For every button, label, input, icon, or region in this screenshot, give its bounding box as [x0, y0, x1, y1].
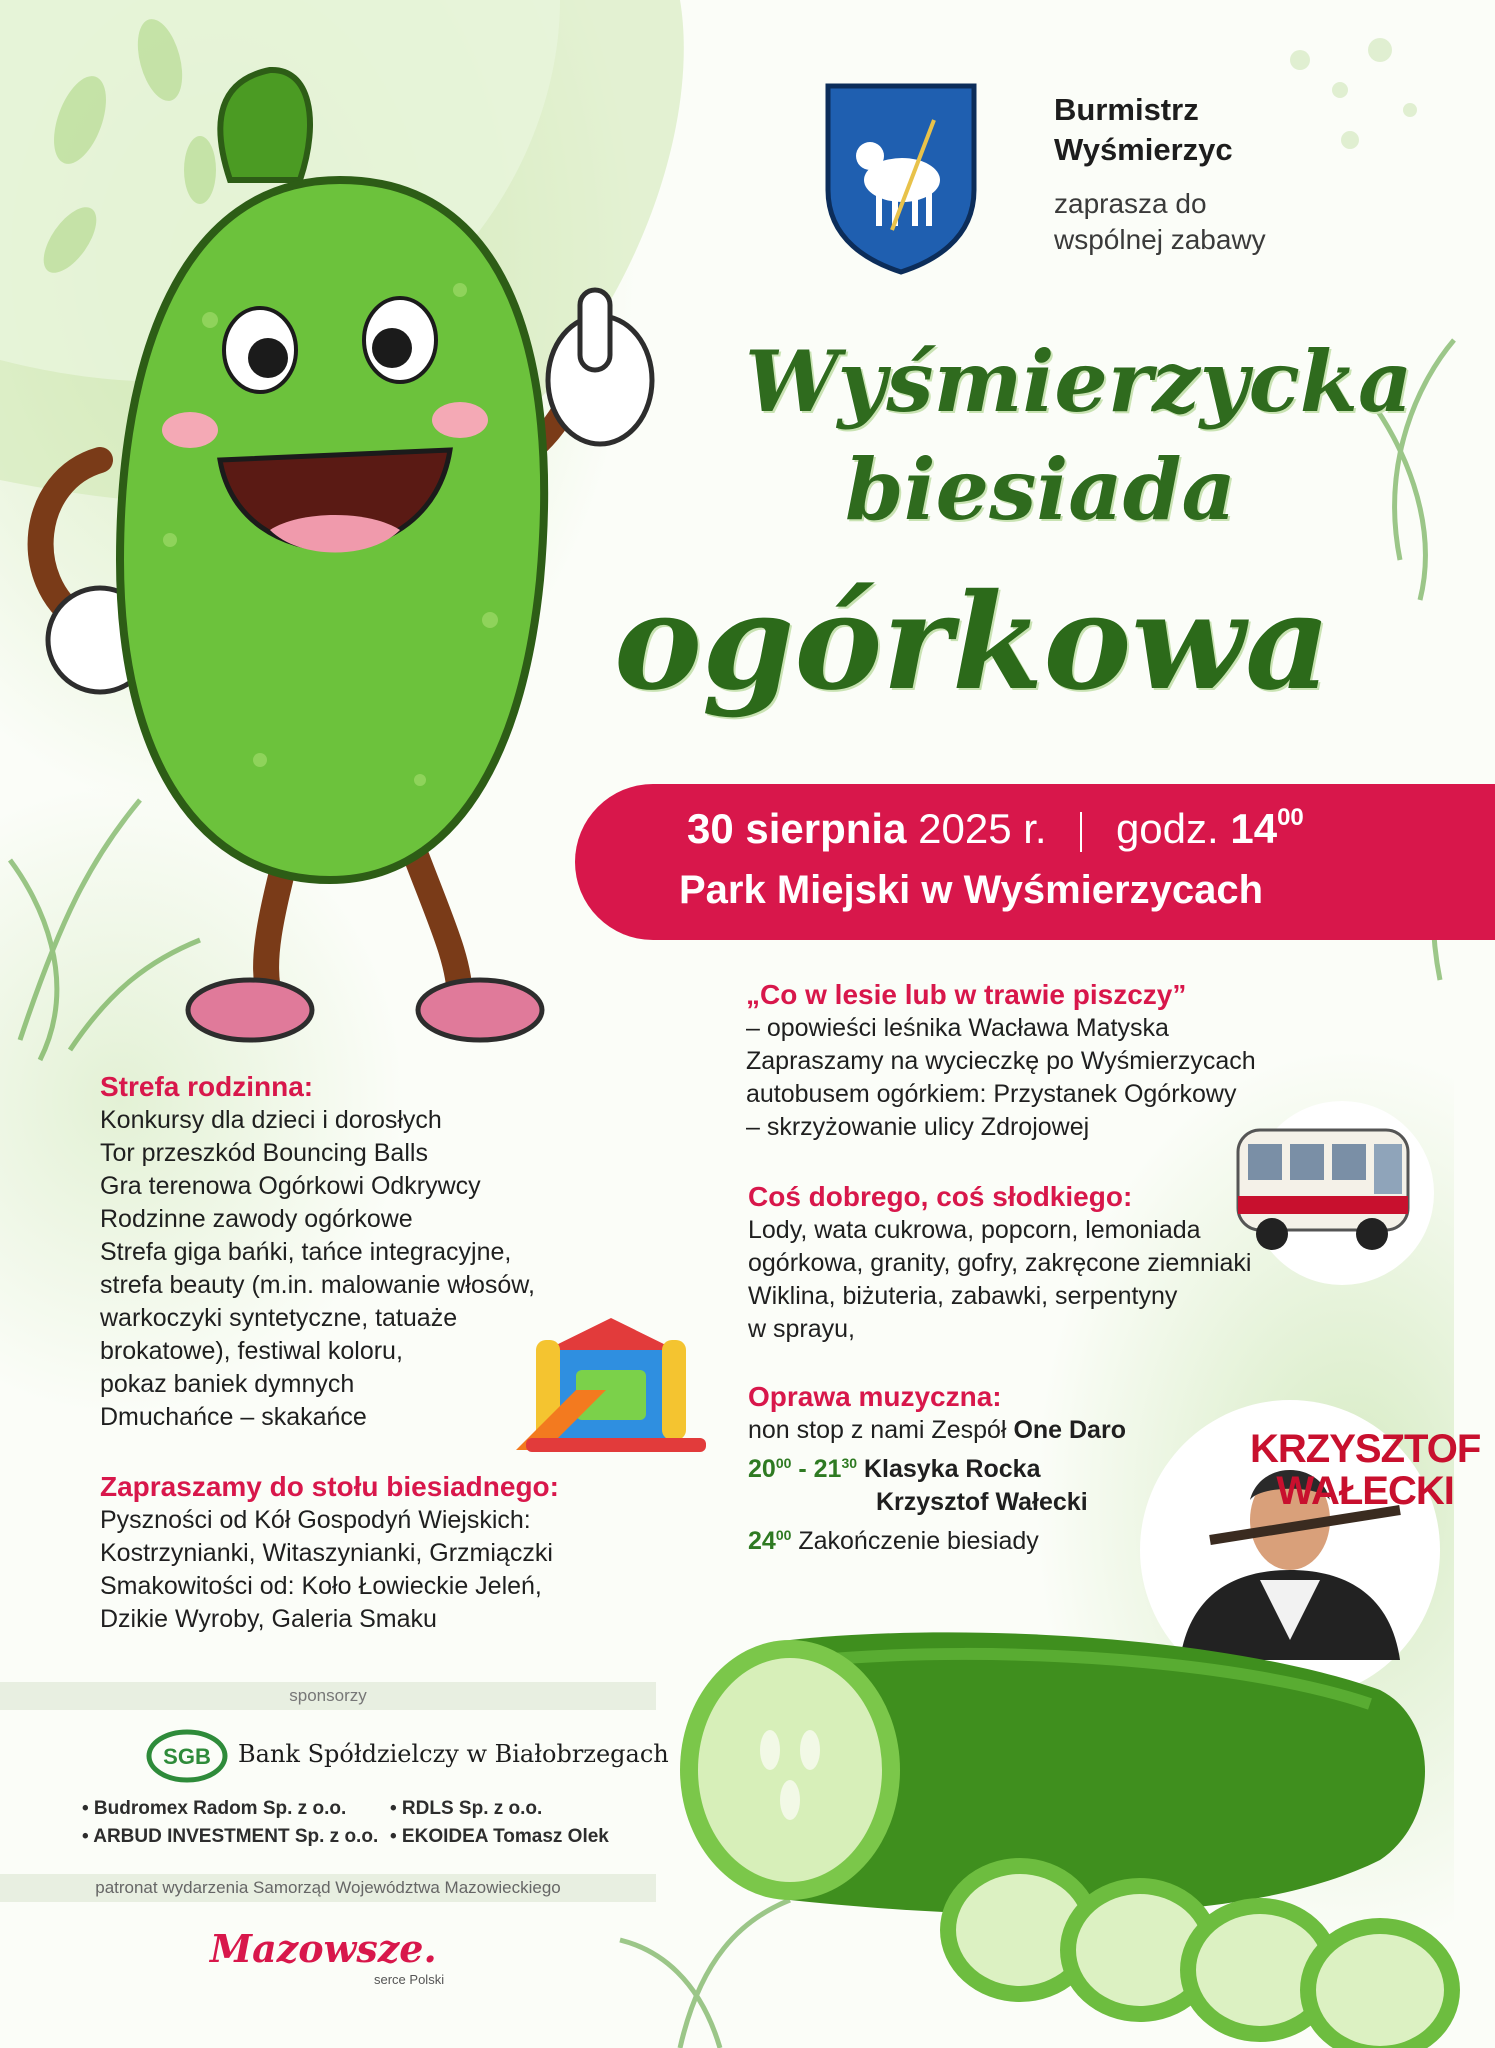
feast-table-line: Dzikie Wyroby, Galeria Smaku: [100, 1605, 437, 1633]
feast-table-line: Kostrzynianki, Witaszynianki, Grzmiączki: [100, 1539, 553, 1567]
good-food-line: w sprayu,: [748, 1315, 855, 1343]
sponsor-item: • ARBUD INVESTMENT Sp. z o.o.: [82, 1826, 379, 1847]
good-food-line: Lody, wata cukrowa, popcorn, lemoniada: [748, 1216, 1201, 1244]
family-zone-line: pokaz baniek dymnych: [100, 1370, 355, 1398]
music-slot-1-title: Klasyka Rocka: [863, 1455, 1041, 1483]
good-food-section: [748, 1180, 1251, 1346]
good-food-line: Wiklina, biżuteria, zabawki, serpentyny: [748, 1282, 1178, 1310]
good-food-line: ogórkowa, granity, gofry, zakręcone ziemniaki: [748, 1249, 1252, 1277]
patronage-text: patronat wydarzenia Samorząd Województwa Mazowieckiego: [0, 1874, 656, 1902]
sponsor-item: • RDLS Sp. z o.o.: [390, 1798, 543, 1819]
family-zone-line: Rodzinne zawody ogórkowe: [100, 1205, 413, 1233]
event-date-day: 30 sierpnia: [687, 805, 907, 852]
cucumber-mascot-illustration: [40, 60, 680, 1050]
forest-heading: „Co w lesie lub w trawie piszczy”: [746, 979, 1187, 1010]
music-slot-2-title: Zakończenie biesiady: [798, 1527, 1039, 1555]
mayor-title: [1054, 90, 1233, 170]
event-title-line3: ogórkowa: [614, 565, 1331, 720]
family-zone-line: brokatowe), festiwal koloru,: [100, 1337, 403, 1365]
bouncy-castle-illustration: [506, 1310, 716, 1460]
event-time-hour: $14^{00}$: [1230, 804, 1304, 852]
sponsors-label: sponsorzy: [0, 1682, 656, 1710]
music-intro: non stop z nami Zespół One Daro: [748, 1416, 1126, 1444]
feast-table-heading: Zapraszamy do stołu biesiadnego:: [100, 1471, 559, 1502]
music-slot-2: $24^{00}$ Zakończenie biesiady: [748, 1527, 1039, 1555]
bank-logo-icon: [146, 1728, 228, 1784]
invite-line2: wspólnej zabawy: [1054, 224, 1266, 255]
event-title-line1: Wyśmierzycka: [745, 332, 1413, 431]
banner-divider: [1080, 812, 1082, 852]
family-zone-heading: Strefa rodzinna:: [100, 1071, 314, 1102]
mazowsze-tagline: serce Polski: [374, 1972, 445, 1987]
svg-text:SGB: SGB: [163, 1744, 211, 1769]
event-date-year: 2025 r.: [918, 805, 1047, 852]
forest-line: – skrzyżowanie ulicy Zdrojowej: [746, 1113, 1090, 1141]
mayor-line1: Burmistrz: [1054, 92, 1199, 127]
feast-table-line: Pyszności od Kół Gospodyń Wiejskich:: [100, 1506, 531, 1534]
event-title-line2: biesiada: [845, 440, 1236, 539]
bank-name: Bank Spółdzielczy w Białobrzegach: [238, 1740, 669, 1768]
mazowsze-logo: Mazowsze.: [210, 1926, 437, 1971]
event-date-time: [687, 804, 1304, 853]
invite-line1: zaprasza do: [1054, 188, 1207, 219]
family-zone-line: strefa beauty (m.in. malowanie włosów,: [100, 1271, 535, 1299]
feast-table-line: Smakowitości od: Koło Łowieckie Jeleń,: [100, 1572, 542, 1600]
music-section: [748, 1380, 1126, 1558]
family-zone-section: [100, 1070, 535, 1434]
invite-text: [1054, 186, 1266, 258]
feast-table-section: [100, 1470, 559, 1636]
forest-line: Zapraszamy na wycieczkę po Wyśmierzycach: [746, 1047, 1256, 1075]
cucumber-slices-illustration: [680, 1600, 1454, 2048]
artist-logo: KRZYSZTOF WAŁECKI: [1250, 1427, 1481, 1513]
family-zone-line: Strefa giga bańki, tańce integracyjne,: [100, 1238, 512, 1266]
family-zone-line: Dmuchańce – skakańce: [100, 1403, 367, 1431]
music-slot-1-artist: Krzysztof Wałecki: [876, 1488, 1088, 1516]
event-location: Park Miejski w Wyśmierzycach: [679, 868, 1264, 912]
forest-section: [746, 978, 1256, 1144]
music-slot-1: $20^{00} - 21^{30}$ Klasyka Rocka: [748, 1455, 1041, 1483]
event-time-label: godz.: [1115, 805, 1219, 852]
mayor-line2: Wyśmierzyc: [1054, 132, 1233, 167]
family-zone-line: Konkursy dla dzieci i dorosłych: [100, 1106, 442, 1134]
bus-illustration: [1232, 1098, 1452, 1288]
good-food-heading: Coś dobrego, coś słodkiego:: [748, 1181, 1133, 1212]
music-heading: Oprawa muzyczna:: [748, 1381, 1002, 1412]
band-name: One Daro: [1013, 1416, 1126, 1444]
event-date-banner: [575, 784, 1495, 940]
sponsor-item: • EKOIDEA Tomasz Olek: [390, 1826, 609, 1847]
town-crest-icon: [822, 80, 980, 276]
forest-line: autobusem ogórkiem: Przystanek Ogórkowy: [746, 1080, 1237, 1108]
family-zone-line: Gra terenowa Ogórkowi Odkrywcy: [100, 1172, 481, 1200]
family-zone-line: warkoczyki syntetyczne, tatuaże: [100, 1304, 458, 1332]
sponsor-item: • Budromex Radom Sp. z o.o.: [82, 1798, 347, 1819]
forest-line: – opowieści leśnika Wacława Matyska: [746, 1014, 1169, 1042]
family-zone-line: Tor przeszkód Bouncing Balls: [100, 1139, 428, 1167]
